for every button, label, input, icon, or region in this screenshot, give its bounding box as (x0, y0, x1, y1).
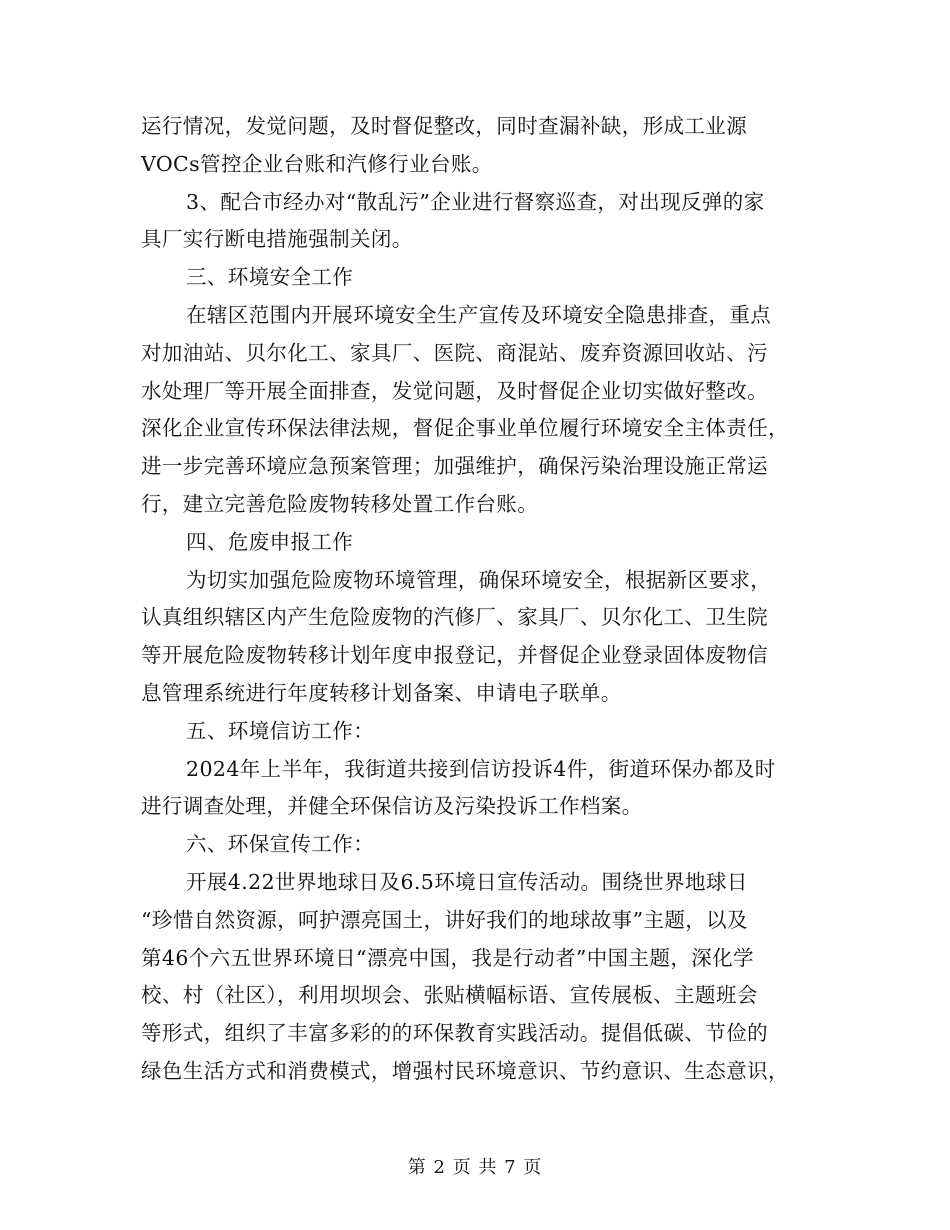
text-line: 2024年上半年，我街道共接到信访投诉4件，街道环保办都及时 (186, 756, 776, 781)
section-heading: 三、环境安全工作 (186, 265, 354, 290)
text-line: 等开展危险废物转移计划年度申报登记，并督促企业登录固体废物信 (141, 643, 768, 668)
section-heading: 四、危废申报工作 (186, 529, 354, 554)
text-line: 进一步完善环境应急预案管理；加强维护，确保污染治理设施正常运 (141, 454, 768, 479)
text-line: 息管理系统进行年度转移计划备案、申请电子联单。 (141, 680, 622, 705)
text-line: 校、村（社区），利用坝坝会、张贴横幅标语、宣传展板、主题班会 (141, 983, 758, 1008)
page-footer: 第 2 页 共 7 页 (407, 1157, 543, 1178)
document-body (141, 108, 811, 1091)
text-line: VOCs管控企业台账和汽修行业台账。 (141, 151, 493, 176)
text-line: 等形式，组织了丰富多彩的的环保教育实践活动。提倡低碳、节俭的 (141, 1021, 768, 1046)
text-line: 深化企业宣传环保法律法规，督促企事业单位履行环境安全主体责任， (141, 416, 789, 441)
text-line: 第46个六五世界环境日“漂亮中国，我是行动者”中国主题，深化学 (141, 945, 754, 970)
text-line: 在辖区范围内开展环境安全生产宣传及环境安全隐患排查，重点 (186, 302, 772, 327)
text-line: 进行调查处理，并健全环保信访及污染投诉工作档案。 (141, 794, 643, 819)
text-line: 水处理厂等开展全面排查，发觉问题，及时督促企业切实做好整改。 (141, 378, 768, 403)
section-heading: 五、环境信访工作： (186, 718, 375, 743)
text-line: 行，建立完善危险废物转移处置工作台账。 (141, 491, 539, 516)
text-line: 3、配合市经办对“散乱污”企业进行督察巡查，对出现反弹的家 (186, 189, 765, 214)
text-line: 认真组织辖区内产生危险废物的汽修厂、家具厂、贝尔化工、卫生院 (141, 605, 768, 630)
text-line: 开展4.22世界地球日及6.5环境日宣传活动。围绕世界地球日 (186, 869, 748, 894)
text-line: “珍惜自然资源，呵护漂亮国土，讲好我们的地球故事”主题，以及 (141, 907, 748, 932)
text-line: 绿色生活方式和消费模式，增强村民环境意识、节约意识、生态意识， (141, 1058, 789, 1083)
section-heading: 六、环保宣传工作： (186, 832, 375, 857)
text-line: 为切实加强危险废物环境管理，确保环境安全，根据新区要求， (186, 567, 772, 592)
text-line: 具厂实行断电措施强制关闭。 (141, 227, 413, 252)
text-line: 对加油站、贝尔化工、家具厂、医院、商混站、废弃资源回收站、污 (141, 340, 768, 365)
text-line: 运行情况，发觉问题，及时督促整改，同时查漏补缺，形成工业源 (141, 114, 748, 138)
